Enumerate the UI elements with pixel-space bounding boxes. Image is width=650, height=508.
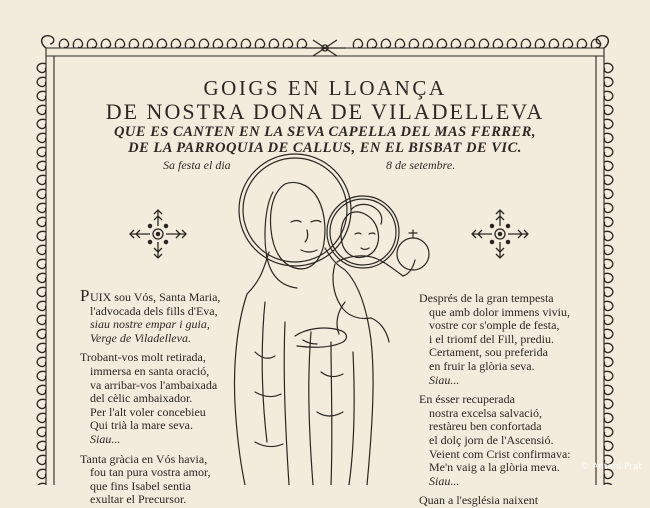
title-line-1: GOIGS EN LLOANÇA — [203, 76, 447, 100]
verse-line: restàreu ben confortada — [429, 419, 542, 434]
verse-line: Certament, sou preferida — [429, 345, 548, 360]
verse-line: Després de la gran tempesta — [419, 291, 554, 305]
verse-line: l'advocada dels fills d'Eva, — [90, 303, 218, 318]
copyright-watermark: © Antoni Prat — [580, 462, 642, 472]
verse-line: Me'n vaig a la glòria meva. — [429, 460, 560, 475]
drop-cap-letter: P — [80, 286, 90, 305]
verse-line: En ésser recuperada — [419, 392, 515, 407]
verse-line: vostre cor s'omple de festa, — [429, 318, 560, 333]
verse-line: Siau... — [90, 431, 121, 446]
verse-line: Veient com Crist confirmava: — [429, 446, 571, 461]
verse-line: exultar el Precursor. — [90, 492, 187, 507]
subtitle-line-1: QUE ES CANTEN EN LA SEVA CAPELLA DEL MAS FERRER, — [113, 124, 537, 140]
verse-line: en fruir la glòria seva. — [429, 358, 535, 373]
verse-line: i el triomf del Fill, prediu. — [429, 331, 554, 346]
verse-line: nostra excelsa salvació, — [429, 405, 542, 420]
virgin-and-child-illustration — [225, 152, 435, 485]
verse-line: Qui trià la mare seva. — [90, 418, 193, 433]
verse-line: del cèlic ambaixador. — [90, 391, 193, 406]
left-cross-ornament — [128, 206, 188, 262]
verse-line: siau nostre empar i guia, — [90, 317, 210, 332]
feast-label: Sa festa el dia — [163, 158, 231, 172]
verse-line: Siau... — [429, 473, 460, 488]
verse-line: va arribar-vos l'ambaixada — [90, 377, 218, 392]
right-verse-column — [419, 292, 571, 508]
verse-line: que fins Isabel sentia — [90, 478, 191, 493]
verse-line: Verge de Viladelleva. — [90, 330, 191, 345]
verse-line: fou tan pura vostra amor, — [90, 465, 211, 480]
verse-line: Trobant-vos molt retirada, — [80, 350, 206, 365]
top-knot-ornament — [305, 40, 345, 56]
verse-line: Siau... — [429, 372, 460, 387]
verse-line: que amb dolor immens viviu, — [429, 304, 570, 319]
subtitle-line-2: DE LA PARROQUIA DE CALLUS, EN EL BISBAT DE VIC. — [128, 140, 522, 156]
title-line-2: DE NOSTRA DONA DE VILADELLEVA — [105, 99, 545, 124]
feast-date: 8 de setembre. — [386, 158, 456, 172]
right-cross-ornament — [470, 206, 530, 262]
verse-line: immersa en santa oració, — [90, 363, 210, 378]
verse-line: Quan a l'església naixent — [419, 493, 539, 508]
verse-line: Tanta gràcia en Vós havia, — [80, 451, 208, 466]
verse-line: UIX sou Vós, Santa Maria, — [89, 290, 221, 304]
verse-line: Per l'alt voler concebieu — [90, 404, 206, 419]
left-verse-column — [80, 286, 221, 507]
verse-line: el dolç jorn de l'Ascensió. — [429, 432, 554, 447]
